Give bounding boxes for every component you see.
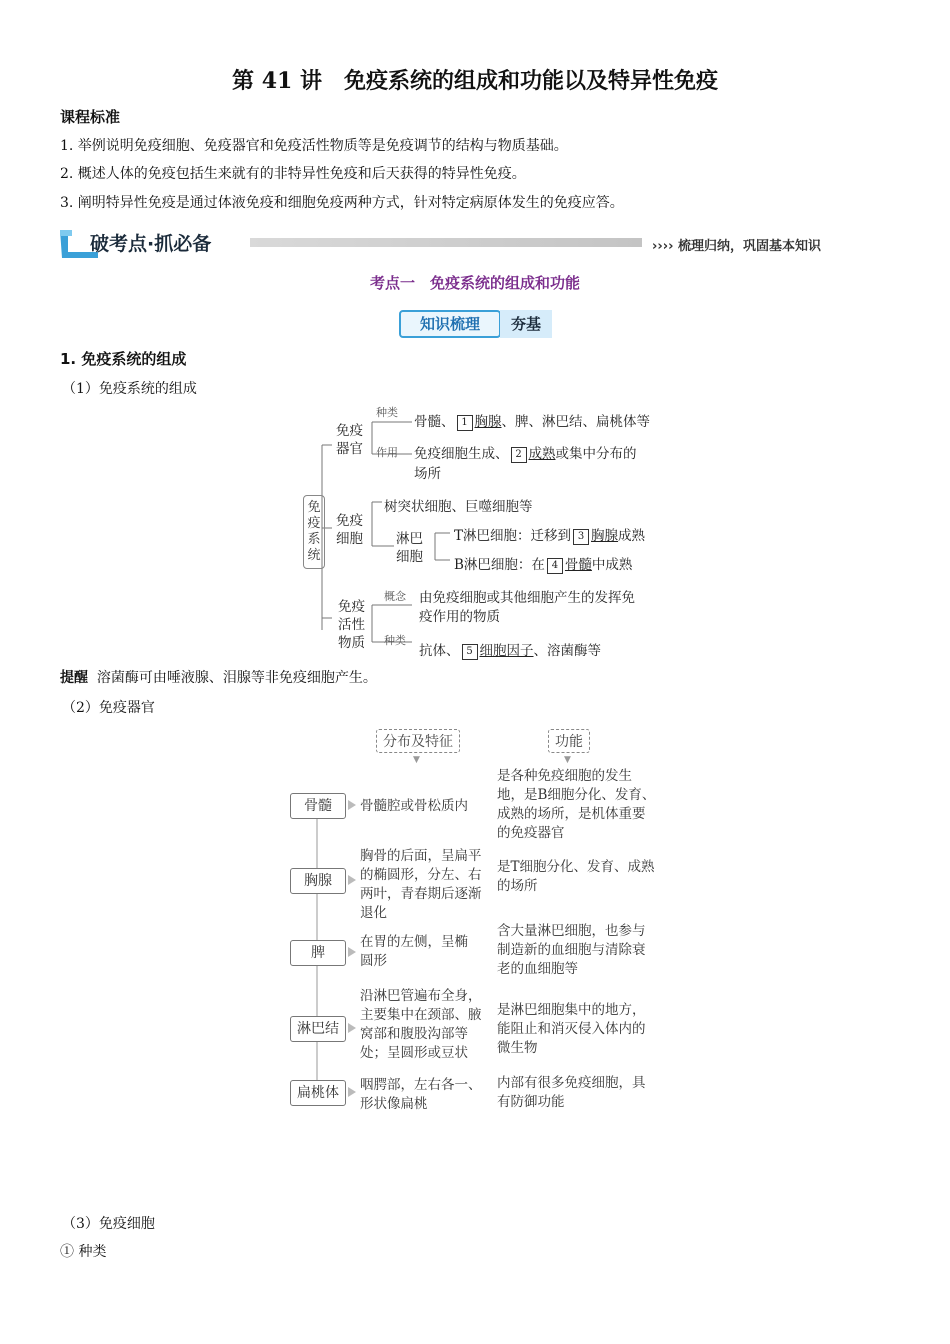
page-title: 第 41 讲 免疫系统的组成和功能以及特异性免疫 xyxy=(232,68,718,94)
cell-dendritic-text: 树突状细胞、巨噬细胞等 xyxy=(384,499,533,515)
dist-spleen: 在胃的左侧，呈椭圆形 xyxy=(360,934,468,969)
concept-text-1: 由免疫细胞或其他细胞产生的发挥免 xyxy=(419,590,635,606)
section-kaodian: 考点一 免疫系统的组成和功能 xyxy=(369,274,580,292)
sub-heading-3: （3）免疫细胞 xyxy=(62,1216,155,1232)
node-active-substance: 免疫活性物质 xyxy=(338,599,365,651)
standard-item-3: 3. 阐明特异性免疫是通过体液免疫和细胞免疫两种方式，针对特定病原体发生的免疫应答。 xyxy=(60,195,624,211)
organ-spleen: 脾 xyxy=(290,940,346,966)
section-heading-composition: 1. 免疫系统的组成 xyxy=(60,350,187,368)
concept-text-2: 疫作用的物质 xyxy=(419,609,500,625)
tag-concept: 概念 xyxy=(384,590,406,603)
func-spleen: 含大量淋巴细胞，也参与制造新的血细胞与清除衰老的血细胞等 xyxy=(497,923,646,977)
immune-system-root: 免疫系统 xyxy=(303,495,325,569)
banner-title: 破考点·抓必备 xyxy=(90,233,212,255)
arrow-down-icon: ▼ xyxy=(413,755,420,765)
func-thymus: 是T细胞分化、发育、成熟的场所 xyxy=(497,859,655,894)
banner-subtitle: ›››› 梳理归纳，巩固基本知识 xyxy=(652,239,821,254)
arrow-down-icon: ▼ xyxy=(564,755,571,765)
dist-thymus: 胸骨的后面，呈扁平的椭圆形，分左、右两叶，青春期后逐渐退化 xyxy=(360,848,482,921)
item-kinds: ① 种类 xyxy=(60,1244,107,1260)
node-lymphocyte: 淋巴细胞 xyxy=(396,531,423,565)
organ-bone-marrow: 骨髓 xyxy=(290,793,346,819)
column-header-distribution: 分布及特征 xyxy=(376,729,460,753)
reminder-text: 溶菌酶可由唾液腺、泪腺等非免疫细胞产生。 xyxy=(96,670,377,686)
standard-item-1: 1. 举例说明免疫细胞、免疫器官和免疫活性物质等是免疫调节的结构与物质基础。 xyxy=(60,138,568,154)
tag-active-kind: 种类 xyxy=(384,634,406,647)
t-cell-text: T淋巴细胞：迁移到 3 胸腺成熟 xyxy=(454,528,646,544)
dist-tonsil: 咽腭部，左右各一、形状像扁桃 xyxy=(360,1077,482,1112)
reminder xyxy=(60,667,377,687)
knowledge-tag: 知识梳理 xyxy=(399,310,501,338)
sub-heading-1: （1）免疫系统的组成 xyxy=(62,381,197,397)
standard-item-2: 2. 概述人体的免疫包括生来就有的非特异性免疫和后天获得的特异性免疫。 xyxy=(60,166,526,182)
reminder-label: 提醒 xyxy=(60,670,88,686)
organ-function-text: 免疫细胞生成、 2 成熟或集中分布的 xyxy=(414,446,637,462)
standards-heading: 课程标准 xyxy=(60,108,121,126)
node-immune-cell: 免疫细胞 xyxy=(336,513,363,547)
column-header-function: 功能 xyxy=(548,729,590,753)
active-kind-text: 抗体、 5 细胞因子、溶菌酶等 xyxy=(419,643,601,659)
b-cell-text: B淋巴细胞：在 4 骨髓中成熟 xyxy=(454,557,633,573)
organ-lymph-node: 淋巴结 xyxy=(290,1016,346,1042)
organ-kind-text: 骨髓、 1 胸腺、脾、淋巴结、扁桃体等 xyxy=(414,414,650,430)
tag-organ-kind: 种类 xyxy=(376,406,398,419)
node-immune-organ: 免疫器官 xyxy=(336,423,363,457)
organ-function-text-2: 场所 xyxy=(414,466,441,482)
func-lymph-node: 是淋巴细胞集中的地方，能阻止和消灭侵入体内的微生物 xyxy=(497,1002,646,1056)
func-tonsil: 内部有很多免疫细胞，具有防御功能 xyxy=(497,1075,646,1110)
dist-bone-marrow: 骨髓腔或骨松质内 xyxy=(360,798,468,814)
dist-lymph-node: 沿淋巴管遍布全身，主要集中在颈部、腋窝部和腹股沟部等处；呈圆形或豆状 xyxy=(360,988,482,1061)
func-bone-marrow: 是各种免疫细胞的发生地，是B细胞分化、发育、成熟的场所，是机体重要的免疫器官 xyxy=(497,768,656,841)
tag-organ-function: 作用 xyxy=(376,446,398,459)
organ-tonsil: 扁桃体 xyxy=(290,1080,346,1106)
banner-divider xyxy=(250,238,642,247)
organ-thymus: 胸腺 xyxy=(290,868,346,894)
sub-heading-2: （2）免疫器官 xyxy=(62,700,155,716)
knowledge-tag-suffix: 夯基 xyxy=(500,310,552,338)
